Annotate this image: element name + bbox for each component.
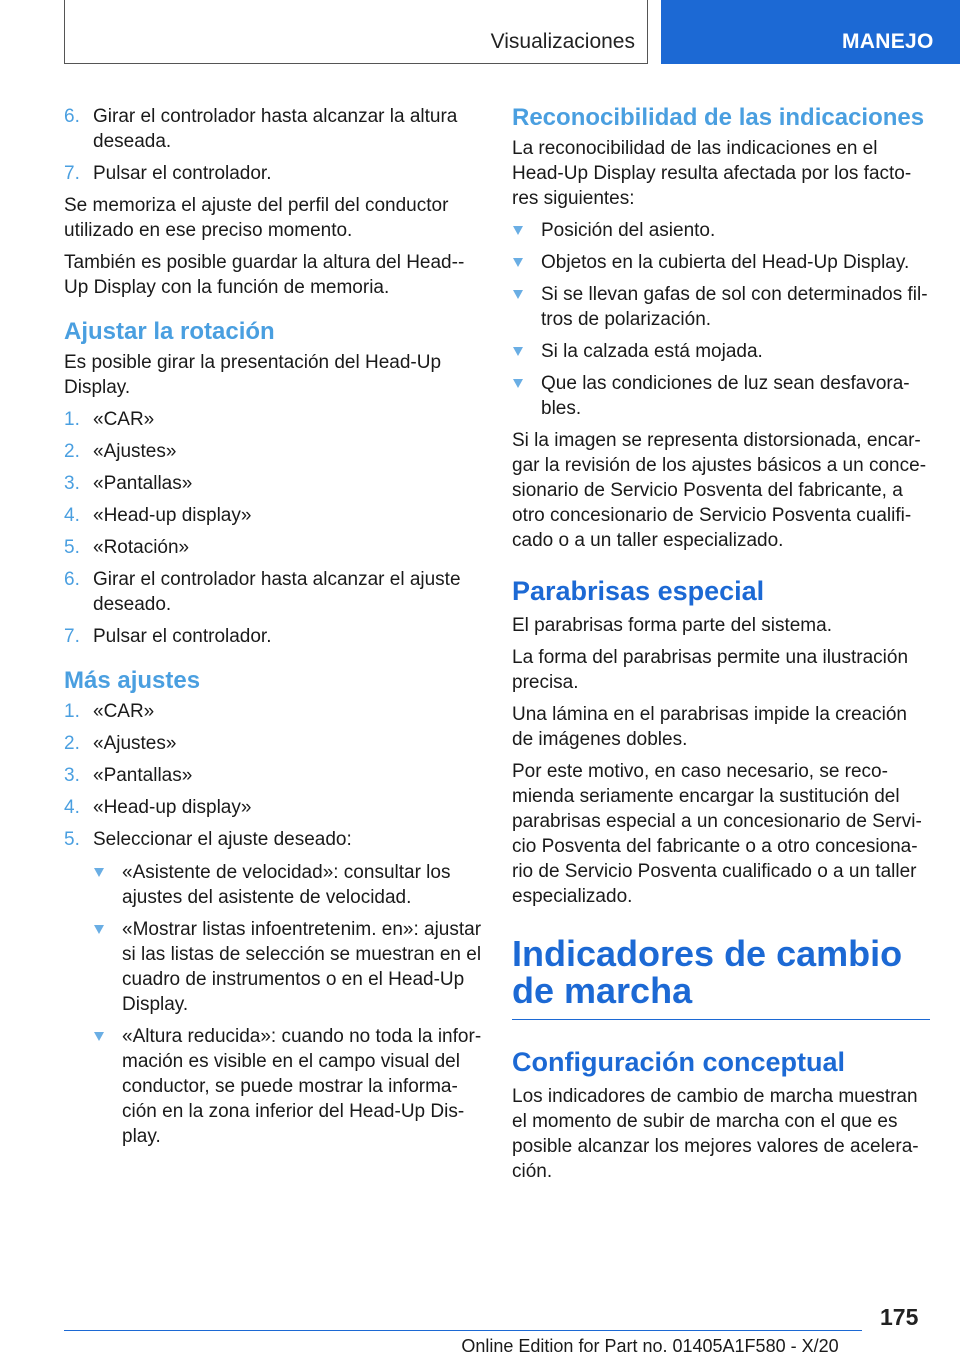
header-chapter-tab: MANEJO [661, 0, 960, 64]
list-item: 5. Seleccionar el ajuste deseado: «Asistente de velocidad»: consultar los ajustes del asistente de velocidad. «Mostrar listas infoentretenim. en»: ajustar si las listas de selección se muestran en el cuadro de instrumentos o en el Head-Up Display. «Altura reducida»: cuando no toda la información es visible en el campo visual del conductor, se puede mostrar la información en la zona inferior del Head-Up Display. [64, 827, 484, 1149]
list-item: 4. «Head-up display» [64, 505, 252, 526]
page-header [0, 0, 960, 66]
triangle-bullet-icon [513, 347, 523, 356]
section-heading-more-settings: Más ajustes [64, 667, 201, 694]
list-item: 7. Pulsar el controlador. [64, 626, 272, 647]
footer-edition-text: Online Edition for Part no. 01405A1F580 - X/20 [461, 1336, 839, 1356]
list-item: 3. «Pantallas» [64, 765, 193, 786]
list-item: «Asistente de velocidad»: consultar los ajustes del asistente de velocidad. [93, 860, 484, 910]
list-item: 5. «Rotación» [64, 537, 190, 558]
footer-edition [0, 1336, 960, 1357]
list-item: 3. «Pantallas» [64, 473, 193, 494]
list-item: 6. Girar el controlador hasta alcanzar la altura deseada. [64, 106, 458, 152]
section-heading-rotation: Ajustar la rotación [64, 318, 275, 345]
settings-options-list [93, 860, 484, 1149]
list-item: Si se llevan gafas de sol con determinados filtros de polarización. [512, 282, 930, 332]
right-column [512, 104, 930, 1191]
list-item: «Mostrar listas infoentretenim. en»: ajustar si las listas de selección se muestran en el cuadro de instrumentos o en el Head-Up Display. [93, 917, 484, 1017]
list-item: 2. «Ajustes» [64, 441, 177, 462]
paragraph: También es posible guardar la altura del Head-​-Up Display con la función de memoria. [64, 252, 465, 298]
triangle-bullet-icon [513, 379, 523, 388]
triangle-bullet-icon [94, 1032, 104, 1041]
paragraph: La forma del parabrisas permite una ilustración precisa. [512, 647, 909, 693]
list-item: 6. Girar el controlador hasta alcanzar el ajuste deseado. [64, 569, 461, 615]
triangle-bullet-icon [513, 258, 523, 267]
paragraph: Es posible girar la presentación del Head-Up Display. [64, 352, 442, 398]
paragraph: Una lámina en el parabrisas impide la creación de imágenes dobles. [512, 704, 907, 750]
left-column [64, 104, 484, 1156]
triangle-bullet-icon [94, 925, 104, 934]
list-item: «Altura reducida»: cuando no toda la información es visible en el campo visual del conductor, se puede mostrar la información en la zona inferior del Head-Up Display. [93, 1024, 484, 1149]
intro-steps [64, 104, 484, 186]
list-item: 1. «CAR» [64, 701, 155, 722]
paragraph: Se memoriza el ajuste del perfil del conductor utilizado en ese preciso momento. [64, 195, 449, 241]
list-item: Objetos en la cubierta del Head-Up Display. [512, 250, 930, 275]
list-item: Posición del asiento. [512, 218, 930, 243]
section-heading-recognizability: Reconocibilidad de las indicaciones [512, 104, 925, 131]
paragraph: El parabrisas forma parte del sistema. [512, 615, 832, 636]
recognizability-factors [512, 218, 930, 421]
list-item: 2. «Ajustes» [64, 733, 177, 754]
header-section-title: Visualizaciones [490, 30, 635, 53]
more-settings-steps [64, 699, 484, 1149]
chapter-heading-gear-indicators: Indicadores de cambio de marcha [512, 935, 930, 1020]
header-section-box [64, 0, 648, 64]
section-heading-concept: Configuración conceptual [512, 1047, 846, 1077]
triangle-bullet-icon [513, 290, 523, 299]
paragraph: La reconocibilidad de las indicaciones en el Head-Up Display resulta afectada por los factores siguientes: [512, 138, 912, 209]
triangle-bullet-icon [513, 226, 523, 235]
footer-divider [64, 1330, 862, 1331]
triangle-bullet-icon [94, 868, 104, 877]
list-item: 7. Pulsar el controlador. [64, 163, 272, 184]
section-heading-windshield: Parabrisas especial [512, 576, 765, 606]
list-item: 4. «Head-up display» [64, 797, 252, 818]
list-item: Si la calzada está mojada. [512, 339, 930, 364]
paragraph: Los indicadores de cambio de marcha muestran el momento de subir de marcha con el que es posible alcanzar los mejores valores de aceleración. [512, 1086, 919, 1182]
paragraph: Si la imagen se representa distorsionada, encargar la revisión de los ajustes básicos a un concesionario de Servicio Posventa del fabricante, a otro concesionario de Servicio Posventa cualificado o a un taller especializado. [512, 430, 927, 551]
list-item: Que las condiciones de luz sean desfavorables. [512, 371, 930, 421]
page-number: 175 [880, 1304, 919, 1330]
rotation-steps [64, 407, 484, 649]
paragraph: Por este motivo, en caso necesario, se recomienda seriamente encargar la sustitución del parabrisas especial a un concesionario de Servicio Posventa del fabricante o a otro concesionario de Servicio Posventa cualificado o a un taller especializado. [512, 761, 922, 907]
list-item: 1. «CAR» [64, 409, 155, 430]
